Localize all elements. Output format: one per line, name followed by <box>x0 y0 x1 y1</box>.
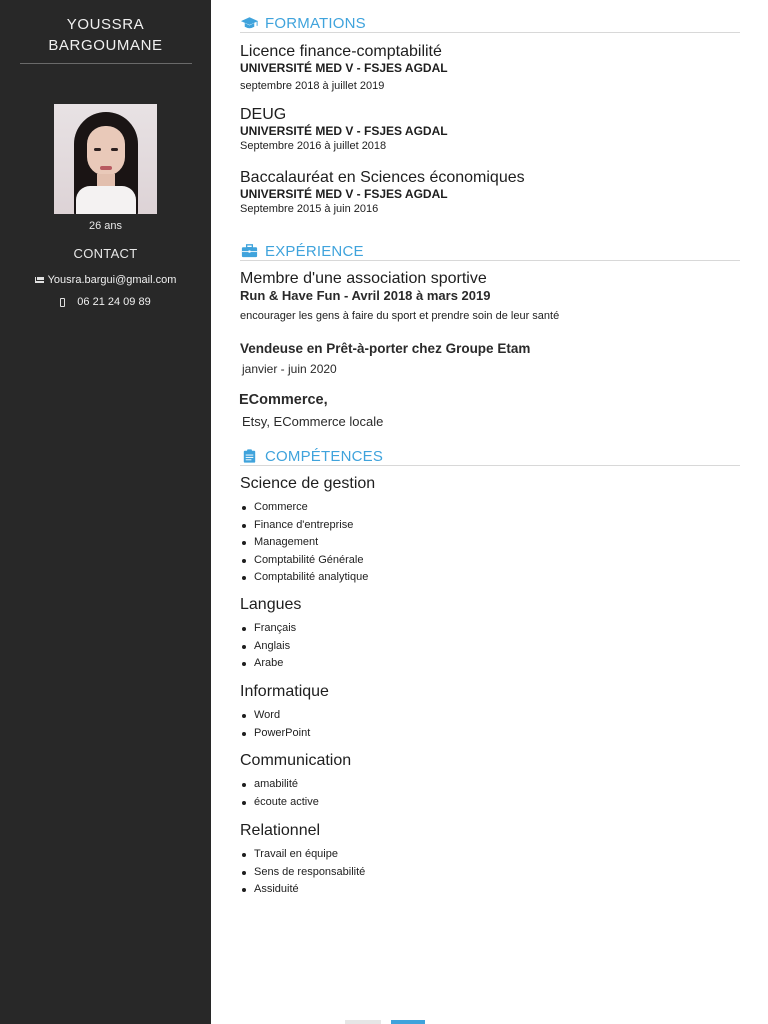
skill-group-title: Communication <box>240 752 352 769</box>
page-bottom-mark <box>345 1020 381 1024</box>
skill-group <box>240 595 301 673</box>
email-line[interactable] <box>0 274 211 286</box>
experience-title-text: Membre d'une association sportive <box>240 270 487 287</box>
email-address[interactable]: Yousra.bargui@gmail.com <box>47 274 177 286</box>
skill-item: Arabe <box>240 655 301 673</box>
skill-item: Comptabilité analytique <box>240 569 375 587</box>
experience-entry <box>240 341 530 377</box>
skill-item: Word <box>240 707 329 725</box>
profile-photo <box>54 104 157 214</box>
graduation-cap-icon <box>240 16 259 30</box>
skill-item: Commerce <box>240 499 375 517</box>
phone-line <box>0 296 211 308</box>
skill-item: Sens de responsabilité <box>240 864 365 882</box>
skill-item: Comptabilité Générale <box>240 552 375 570</box>
page-bottom-mark-accent <box>391 1020 425 1024</box>
briefcase-icon <box>240 244 259 258</box>
formations-header <box>240 14 740 33</box>
skill-item: Anglais <box>240 638 301 656</box>
skill-group-title: Informatique <box>240 683 329 700</box>
skill-list <box>240 846 365 899</box>
formation-title: DEUG <box>240 106 287 123</box>
skill-group-title: Langues <box>240 596 302 613</box>
skill-list <box>240 620 301 673</box>
skill-item: Travail en équipe <box>240 846 365 864</box>
formation-entry <box>240 105 448 153</box>
experience-entry <box>239 392 383 429</box>
skill-item: écoute active <box>240 794 351 812</box>
formation-entry <box>240 168 525 216</box>
skill-group <box>240 682 329 742</box>
envelope-icon <box>35 277 44 283</box>
last-name: BARGOUMANE <box>48 37 163 54</box>
experience-subtitle: Run & Have Fun - Avril 2018 à mars 2019 <box>240 288 491 303</box>
competences-header <box>240 447 740 466</box>
phone-number: 06 21 24 09 89 <box>77 296 151 308</box>
experience-title: EXPÉRIENCE <box>265 242 364 260</box>
contact-title: CONTACT <box>73 246 138 261</box>
skill-item: amabilité <box>240 776 351 794</box>
formation-school: UNIVERSITÉ MED V - FSJES AGDAL <box>240 124 448 138</box>
clipboard-icon <box>240 449 259 463</box>
formation-date: septembre 2018 à juillet 2019 <box>240 80 385 92</box>
competences-title: COMPÉTENCES <box>265 447 384 465</box>
first-name: YOUSSRA <box>66 16 145 33</box>
skill-item: Français <box>240 620 301 638</box>
skill-group <box>240 821 365 899</box>
experience-description: encourager les gens à faire du sport et prendre soin de leur santé <box>240 310 560 322</box>
experience-title-text: ECommerce, <box>239 392 328 408</box>
formation-date: Septembre 2016 à juillet 2018 <box>240 140 387 152</box>
person-name <box>0 14 211 56</box>
skill-list <box>240 776 351 811</box>
experience-description: janvier - juin 2020 <box>242 362 337 376</box>
formation-school: UNIVERSITÉ MED V - FSJES AGDAL <box>240 187 448 201</box>
formation-school: UNIVERSITÉ MED V - FSJES AGDAL <box>240 61 448 75</box>
mobile-phone-icon <box>60 298 65 307</box>
skill-item: PowerPoint <box>240 725 329 743</box>
sidebar <box>0 0 211 1024</box>
experience-entry <box>240 269 559 323</box>
skill-item: Finance d'entreprise <box>240 517 375 535</box>
formation-date: Septembre 2015 à juin 2016 <box>240 203 379 215</box>
skill-group <box>240 474 375 587</box>
skill-group-title: Science de gestion <box>240 475 376 492</box>
experience-description: Etsy, ECommerce locale <box>242 414 384 429</box>
experience-title-text: Vendeuse en Prêt-à-porter chez Groupe Etam <box>240 341 531 356</box>
name-divider <box>20 63 192 64</box>
formations-title: FORMATIONS <box>265 14 366 32</box>
formation-entry <box>240 42 448 93</box>
skill-list <box>240 499 375 587</box>
skill-list <box>240 707 329 742</box>
skill-group <box>240 751 351 811</box>
age: 26 ans <box>88 220 123 232</box>
skill-item: Management <box>240 534 375 552</box>
formation-title: Baccalauréat en Sciences économiques <box>240 169 525 186</box>
skill-group-title: Relationnel <box>240 822 321 839</box>
skill-item: Assiduité <box>240 881 365 899</box>
experience-header <box>240 242 740 261</box>
formation-title: Licence finance-comptabilité <box>240 43 442 60</box>
